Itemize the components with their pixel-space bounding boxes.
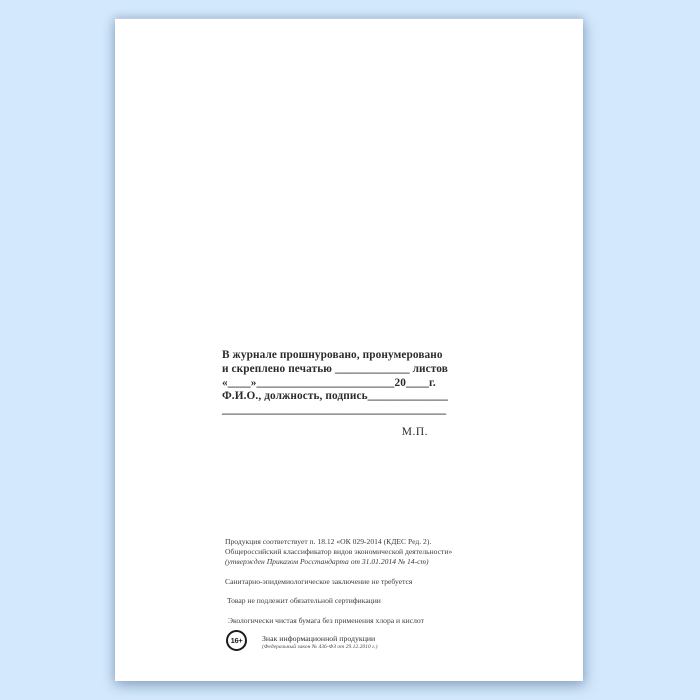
stamp-place-label: М.П. (401, 426, 428, 438)
sanitary-statement: Санитарно-эпидемиологическое заключение не требуется (225, 577, 413, 586)
classifier-line-2: Общероссийский классификатор видов экономической деятельности» (225, 547, 453, 556)
eco-paper-statement: Экологически чистая бумага без применения хлора и кислот (228, 616, 424, 625)
age-rating-16plus-icon: 16+ (226, 630, 247, 651)
age-mark-law-note: (Федеральный закон № 436-ФЗ от 29.12.2010 г.) (262, 644, 378, 650)
binding-line-4: Ф.И.О., должность, подпись______________ (222, 390, 449, 403)
binding-line-2: и скреплено печатью _____________ листов (222, 362, 448, 375)
age-mark-caption (262, 634, 378, 651)
journal-back-page (115, 18, 583, 681)
binding-certification-block (222, 349, 449, 418)
age-mark-title: Знак информационной продукции (262, 634, 376, 643)
certification-statement: Товар не подлежит обязательной сертификации (227, 596, 381, 605)
classifier-approval-note: (утвержден Приказом Росстандарта от 31.01.2014 № 14-ст) (225, 557, 429, 566)
binding-line-5: _______________________________________ (222, 404, 447, 417)
classifier-line-1: Продукция соответствует п. 18.12 «ОК 029-2014 (КДЕС Ред. 2). (225, 537, 432, 546)
binding-line-3: «____»________________________20____г. (222, 376, 436, 389)
product-classifier-note (225, 537, 452, 567)
binding-line-1: В журнале прошнуровано, пронумеровано (222, 349, 443, 361)
